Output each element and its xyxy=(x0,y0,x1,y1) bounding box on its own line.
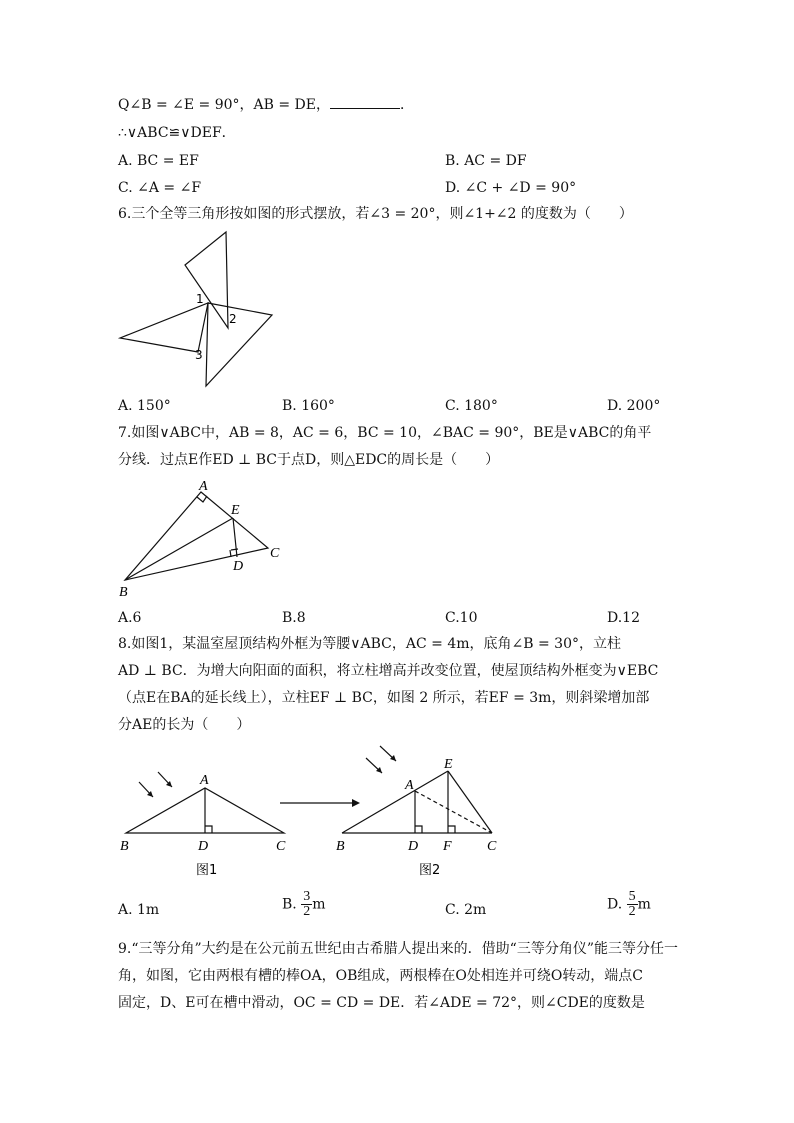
q8-fig1-label-c: C xyxy=(276,839,286,854)
q8-option-d-prefix: D. xyxy=(607,896,627,913)
q7-option-b[interactable]: B.8 xyxy=(282,610,306,626)
q6-stem: 6.三个全等三角形按如图的形式摆放，若∠3 = 20°，则∠1+∠2 的度数为（ ） xyxy=(118,206,633,222)
q6-option-d[interactable]: D. 200° xyxy=(607,398,661,414)
q7-line1: 7.如图∨ABC中，AB = 8，AC = 6，BC = 10，∠BAC = 90°，BE是∨ABC的角平 xyxy=(118,425,652,441)
q8-option-b-fraction xyxy=(301,890,312,919)
q8-fig1-label-b: B xyxy=(120,839,129,854)
q8-fig1-label-a: A xyxy=(200,773,209,788)
q8-fig2-beam-be xyxy=(342,771,448,833)
q8-fig2-beam-ec xyxy=(448,771,492,833)
q8-option-a[interactable]: A. 1m xyxy=(118,902,160,918)
q8-fig2-label-a: A xyxy=(405,778,414,793)
q5-option-c[interactable]: C. ∠A = ∠F xyxy=(118,180,202,196)
q5-line1-text: Q∠B = ∠E = 90°，AB = DE， xyxy=(118,97,330,113)
q6-option-c[interactable]: C. 180° xyxy=(445,398,498,414)
q9-line2: 角，如图，它由两根有槽的棒OA，OB组成，两根棒在O处相连并可绕O转动，端点C xyxy=(118,968,644,984)
q8-fig2-caption: 图2 xyxy=(419,863,441,878)
q8-fig2-label-c: C xyxy=(487,839,497,854)
q5-line1-end: ． xyxy=(400,97,414,113)
q8-line2: AD ⊥ BC．为增大向阳面的面积，将立柱增高并改变位置，使屋顶结构外框变为∨EBC xyxy=(118,663,659,679)
q8-option-d[interactable] xyxy=(607,890,651,919)
q8-option-b[interactable] xyxy=(282,890,325,919)
q8-line4: 分AE的长为（ ） xyxy=(118,717,251,733)
q8-option-b-denominator: 2 xyxy=(303,904,311,919)
q8-fig2-dashed-ac xyxy=(415,791,492,833)
q5-line2: ∴∨ABC≌∨DEF． xyxy=(118,125,236,141)
q9-line3: 固定，D、E可在槽中滑动，OC = CD = DE．若∠ADE = 72°，则∠CDE的度数是 xyxy=(118,995,645,1011)
q8-fig2-label-f: F xyxy=(443,839,452,854)
q8-fig2-label-d: D xyxy=(408,839,419,854)
q7-option-a[interactable]: A.6 xyxy=(118,610,142,626)
q7-option-d[interactable]: D.12 xyxy=(607,610,640,626)
q6-option-a[interactable]: A. 150° xyxy=(118,398,171,414)
q6-label-1: 1 xyxy=(196,292,204,306)
q8-option-d-numerator: 5 xyxy=(628,889,636,904)
q7-label-d: D xyxy=(233,559,244,574)
q8-fig2-right-angle-d xyxy=(415,826,422,833)
q7-label-c: C xyxy=(270,546,280,561)
q8-fig2-label-b: B xyxy=(336,839,345,854)
q6-label-2: 2 xyxy=(229,312,237,326)
q7-option-c[interactable]: C.10 xyxy=(445,610,478,626)
q8-fig2-label-e: E xyxy=(444,757,453,772)
q9-line1: 9.“三等分角”大约是在公元前五世纪由古希腊人提出来的．借助“三等分角仪”能三等分任一 xyxy=(118,941,678,957)
q8-option-b-prefix: B. xyxy=(282,896,302,913)
q8-fig2-right-angle-f xyxy=(448,826,455,833)
q5-option-a[interactable]: A. BC = EF xyxy=(118,153,199,169)
q5-option-b[interactable]: B. AC = DF xyxy=(445,153,527,169)
q8-fig1-caption: 图1 xyxy=(196,863,218,878)
q6-label-3: 3 xyxy=(195,348,203,362)
q8-option-d-denominator: 2 xyxy=(628,904,636,919)
q7-line2: 分线．过点E作ED ⊥ BC于点D，则△EDC的周长是（ ） xyxy=(118,452,500,468)
q8-option-b-unit: m xyxy=(312,896,326,913)
q8-option-b-numerator: 3 xyxy=(303,889,311,904)
q7-label-b: B xyxy=(119,585,128,600)
q8-fig1-label-d: D xyxy=(198,839,209,854)
q5-option-d[interactable]: D. ∠C + ∠D = 90° xyxy=(445,180,577,196)
q8-option-d-fraction xyxy=(627,890,638,919)
q7-label-e: E xyxy=(231,503,240,518)
q8-line3: （点E在BA的延长线上），立柱EF ⊥ BC，如图 2 所示，若EF = 3m，则斜梁增加部 xyxy=(118,690,650,706)
q6-option-b[interactable]: B. 160° xyxy=(282,398,335,414)
q8-option-d-unit: m xyxy=(637,896,651,913)
q8-line1: 8.如图1，某温室屋顶结构外框为等腰∨ABC，AC = 4m，底角∠B = 30°，立柱 xyxy=(118,636,621,652)
q7-label-a: A xyxy=(199,479,208,494)
q8-option-c[interactable]: C. 2m xyxy=(445,902,487,918)
